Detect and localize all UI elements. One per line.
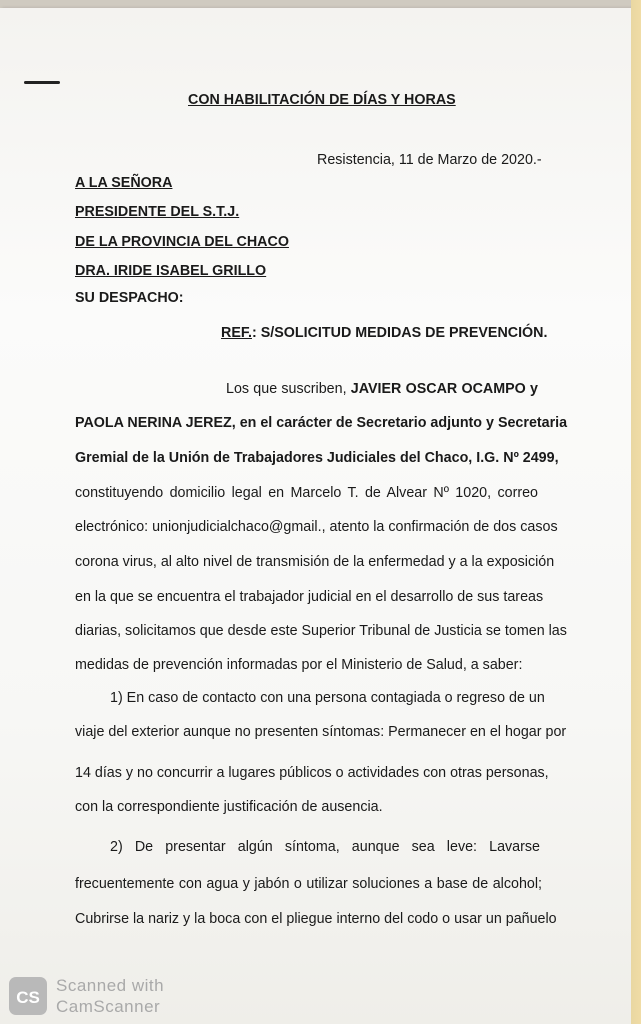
addressee-line: A LA SEÑORA (75, 175, 173, 191)
body-line: diarias, solicitamos que desde este Superior Tribunal de Justicia se tomen las (75, 623, 567, 639)
addressee-line: SU DESPACHO: (75, 290, 184, 306)
svg-text:CS: CS (16, 988, 40, 1007)
body-line: electrónico: unionjudicialchaco@gmail., atento la confirmación de dos casos (75, 519, 558, 535)
reference-text: : S/SOLICITUD MEDIDAS DE PREVENCIÓN. (251, 325, 548, 341)
item-line: con la correspondiente justificación de ausencia. (75, 799, 383, 815)
addressee-line: PRESIDENTE DEL S.T.J. (75, 204, 240, 220)
body-line: Gremial de la Unión de Trabajadores Judiciales del Chaco, I.G. Nº 2499, (75, 450, 559, 466)
item-line: 1) En caso de contacto con una persona contagiada o regreso de un (110, 690, 545, 706)
addressee-line: DE LA PROVINCIA DEL CHACO (75, 234, 289, 250)
body-line: constituyendo domicilio legal en Marcelo T. de Alvear Nº 1020, correo (75, 485, 538, 501)
page-edge (631, 0, 641, 1024)
body-line: medidas de prevención informadas por el Ministerio de Salud, a saber: (75, 657, 523, 673)
watermark-line: CamScanner (56, 997, 161, 1016)
body-text: , en el carácter de Secretario adjunto y Secretaria (231, 415, 568, 431)
item-line: 14 días y no concurrir a lugares públicos o actividades con otras personas, (75, 765, 549, 781)
watermark-line: Scanned with (56, 976, 165, 995)
body-text: Los que suscriben, (226, 381, 351, 397)
item-line: frecuentemente con agua y jabón o utilizar soluciones a base de alcohol; (75, 876, 542, 892)
item-line: viaje del exterior aunque no presenten síntomas: Permanecer en el hogar por (75, 724, 567, 740)
signatories-bold: JAVIER OSCAR OCAMPO y (350, 381, 538, 397)
signatory-bold: PAOLA NERINA JEREZ (75, 415, 232, 431)
body-line (75, 414, 568, 432)
reference-line (221, 324, 547, 342)
body-line: en la que se encuentra el trabajador judicial en el desarrollo de sus tareas (75, 589, 544, 605)
scribble-mark (24, 81, 60, 84)
date-line: Resistencia, 11 de Marzo de 2020.- (317, 152, 542, 168)
item-line: 2) De presentar algún síntoma, aunque sea leve: Lavarse (110, 839, 540, 855)
body-line: corona virus, al alto nivel de transmisión de la enfermedad y a la exposición (75, 554, 555, 570)
camscanner-logo-icon (8, 976, 48, 1016)
addressee-line: DRA. IRIDE ISABEL GRILLO (75, 263, 267, 279)
reference-label: REF. (221, 325, 252, 341)
body-line (226, 380, 538, 398)
item-line: Cubrirse la nariz y la boca con el pliegue interno del codo o usar un pañuelo (75, 911, 557, 927)
document-title: CON HABILITACIÓN DE DÍAS Y HORAS (188, 92, 456, 108)
